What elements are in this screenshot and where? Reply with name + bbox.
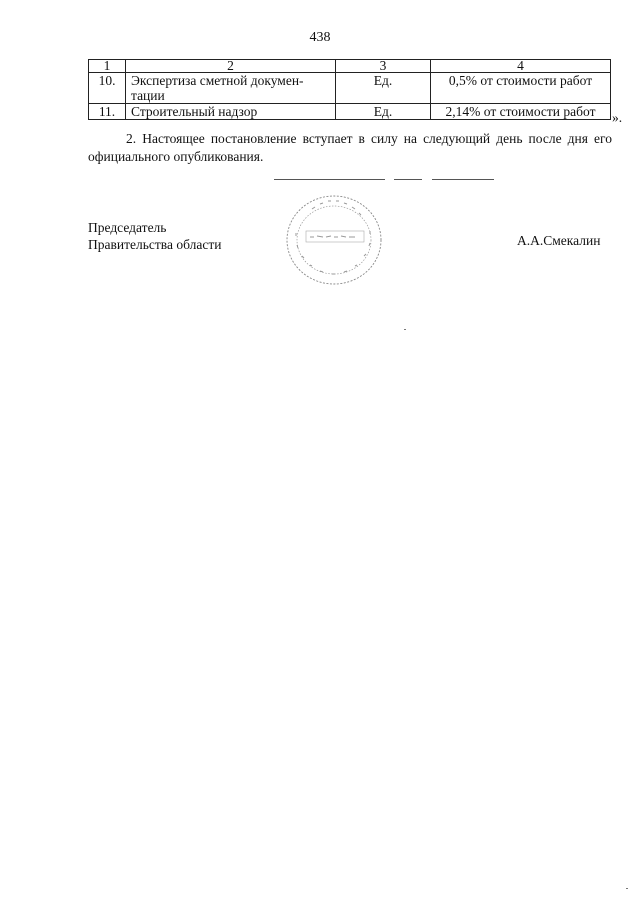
signatory-title-line: Правительства области bbox=[88, 237, 222, 252]
row-unit: Ед. bbox=[336, 73, 431, 104]
row-name-line: Экспертиза сметной докумен- bbox=[131, 73, 304, 88]
table-header-cell: 4 bbox=[431, 60, 611, 73]
row-value: 0,5% от стоимости работ bbox=[431, 73, 611, 104]
scan-speck bbox=[404, 329, 406, 330]
tariff-table bbox=[88, 59, 611, 120]
row-number: 10. bbox=[89, 73, 126, 104]
page-number: 438 bbox=[309, 30, 331, 45]
signatory-title-line: Председатель bbox=[88, 220, 167, 235]
row-value: 2,14% от стоимости работ bbox=[431, 104, 611, 120]
row-name: Строительный надзор bbox=[126, 104, 336, 120]
scan-speck bbox=[626, 888, 628, 889]
table-header-cell: 2 bbox=[126, 60, 336, 73]
separator-line bbox=[394, 179, 422, 180]
row-name-line: тации bbox=[131, 88, 165, 103]
signatory-name: А.А.Смекалин bbox=[517, 233, 601, 248]
table-row bbox=[89, 104, 611, 120]
table-header-cell: 3 bbox=[336, 60, 431, 73]
signatory-title bbox=[88, 219, 221, 253]
row-unit: Ед. bbox=[336, 104, 431, 120]
resolution-paragraph: 2. Настоящее постановление вступает в силу на следующий день после дня его официального опубликования. bbox=[88, 131, 612, 164]
separator-line bbox=[274, 179, 385, 180]
row-number: 11. bbox=[89, 104, 126, 120]
official-seal-icon bbox=[284, 193, 384, 287]
table-header-row bbox=[89, 60, 611, 73]
table-header-cell: 1 bbox=[89, 60, 126, 73]
separator-line bbox=[432, 179, 494, 180]
closing-quote: ». bbox=[612, 110, 623, 125]
row-name bbox=[126, 73, 336, 104]
table-row bbox=[89, 73, 611, 104]
